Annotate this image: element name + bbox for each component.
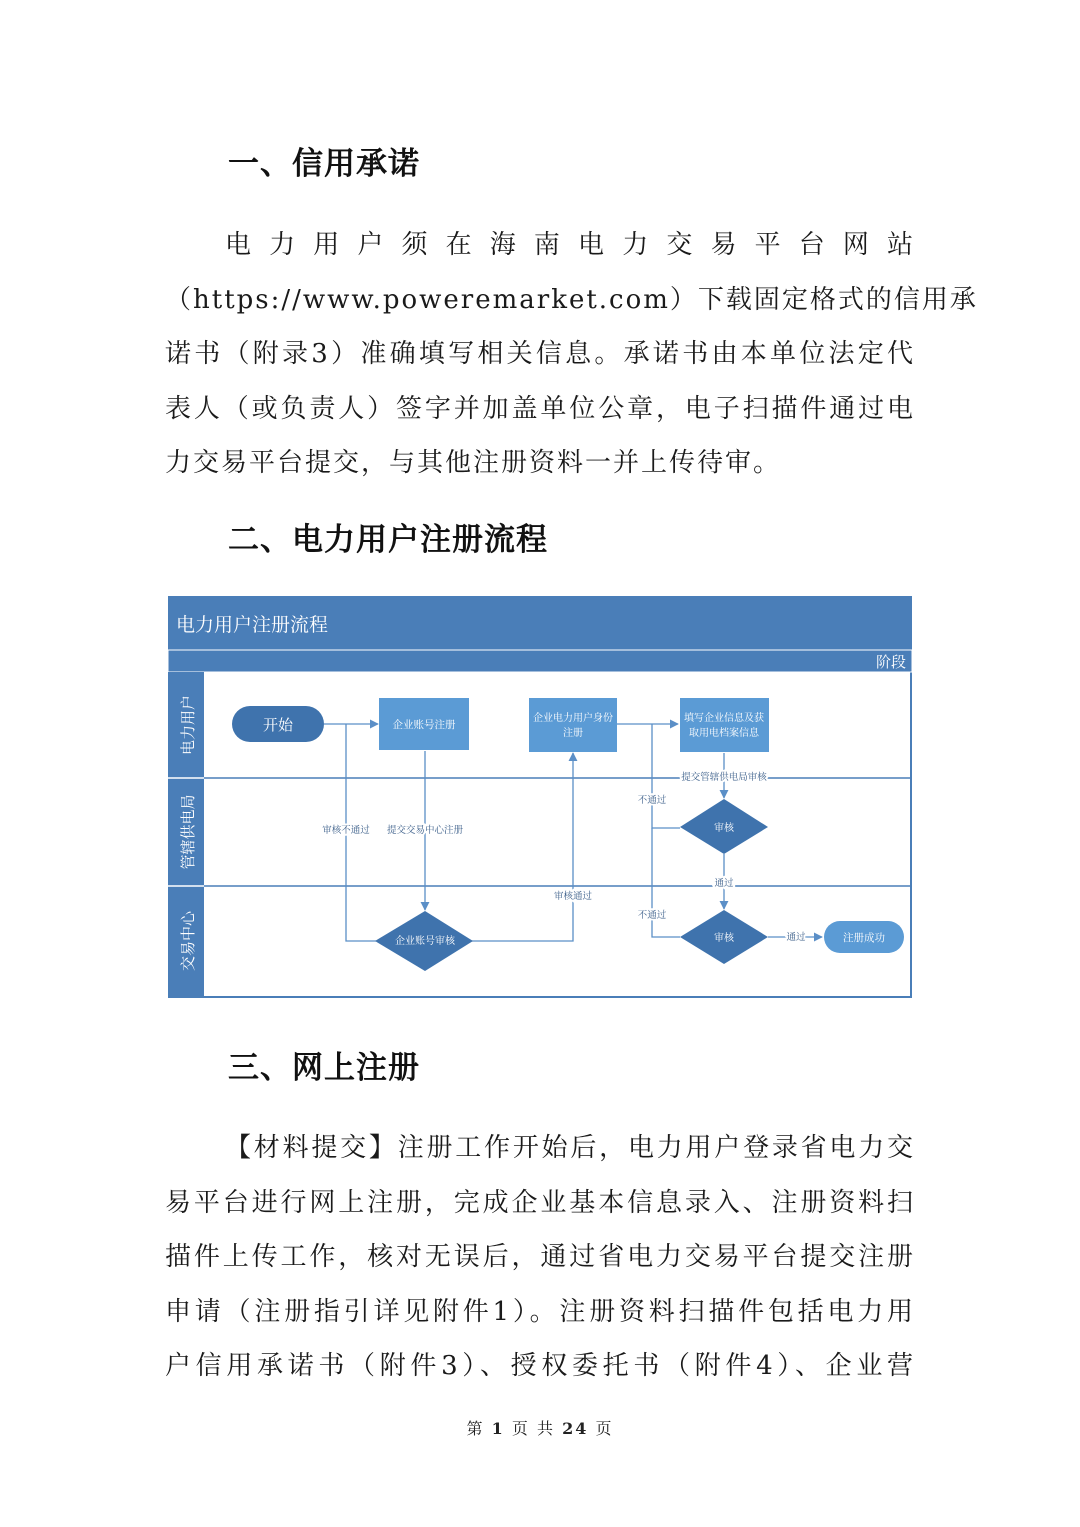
paragraph-line: 户信用承诺书（附件3）、授权委托书（附件4）、企业营 (165, 1351, 915, 1381)
paragraph-line: 描件上传工作，核对无误后，通过省电力交易平台提交注册 (165, 1242, 915, 1272)
node-power-user-identity-label-line-1: 企业电力用户身份 (533, 713, 613, 724)
footer-total-pages: 24 (562, 1419, 589, 1438)
node-center-review-label: 审核 (714, 933, 734, 944)
node-company-account-register (379, 698, 469, 750)
paragraph-line: 诺书（附录3）准确填写相关信息。承诺书由本单位法定代 (165, 339, 915, 369)
section-2-heading: 二、电力用户注册流程 (228, 522, 548, 558)
phase-label: 阶段 (875, 653, 906, 671)
paragraph-line: 【材料提交】注册工作开始后，电力用户登录省电力交 (225, 1133, 915, 1163)
section-3-heading: 三、网上注册 (228, 1050, 420, 1086)
footer-page-number: 1 (491, 1419, 505, 1438)
edge-label-not-passed-1: 不通过 (637, 795, 667, 806)
paragraph-line: 表人（或负责人）签字并加盖单位公章，电子扫描件通过电 (165, 393, 915, 424)
paragraph-line: （https://www.poweremarket.com）下载固定格式的信用承 (165, 284, 978, 315)
node-register-success (824, 921, 904, 953)
node-start-label: 开始 (262, 716, 294, 734)
page-footer (0, 1416, 1080, 1439)
section-3-paragraph (165, 1121, 915, 1394)
node-register-success-label: 注册成功 (843, 932, 885, 944)
node-fill-company-info (680, 698, 769, 752)
lane-label-power-user: 电力用户 (179, 694, 197, 756)
edge-label-review-not-passed: 审核不通过 (322, 825, 370, 836)
phase-header (168, 650, 912, 672)
paragraph-line: 易平台进行网上注册，完成企业基本信息录入、注册资料扫 (165, 1187, 915, 1218)
registration-flowchart (168, 596, 912, 998)
lane-label-trading-center: 交易中心 (179, 910, 197, 972)
footer-prefix: 第 (466, 1419, 485, 1438)
section-1-paragraph (165, 218, 978, 491)
node-power-user-identity-register (529, 698, 617, 752)
edge-label-passed-2: 通过 (786, 932, 806, 943)
node-power-user-identity-label-line-2: 注册 (563, 728, 583, 739)
node-fill-company-info-label-line-2: 取用电档案信息 (689, 728, 759, 739)
edge-label-submit-to-bureau: 提交管辖供电局审核 (681, 772, 767, 783)
footer-middle: 页 共 (511, 1419, 555, 1438)
paragraph-line: 电力用户须在海南电力交易平台网站 (225, 230, 915, 260)
edge-label-review-passed: 审核通过 (553, 891, 593, 902)
node-company-account-review-label: 企业账号审核 (395, 936, 455, 947)
flowchart-title: 电力用户注册流程 (176, 614, 329, 636)
node-fill-company-info-label-line-1: 填写企业信息及获 (684, 713, 764, 724)
footer-suffix: 页 (595, 1419, 614, 1438)
node-company-account-register-label: 企业账号注册 (392, 719, 456, 731)
node-bureau-review-label: 审核 (714, 823, 734, 834)
lane-label-supply-bureau: 管辖供电局 (179, 794, 197, 870)
edge-label-passed-1: 通过 (714, 878, 734, 889)
edge-label-not-passed-2: 不通过 (637, 910, 667, 921)
node-start (232, 706, 324, 742)
paragraph-line: 力交易平台提交，与其他注册资料一并上传待审。 (165, 448, 782, 478)
paragraph-line: 申请（注册指引详见附件1）。注册资料扫描件包括电力用 (165, 1296, 915, 1327)
section-1-heading: 一、信用承诺 (228, 146, 420, 182)
edge-label-submit-to-center: 提交交易中心注册 (386, 825, 464, 836)
